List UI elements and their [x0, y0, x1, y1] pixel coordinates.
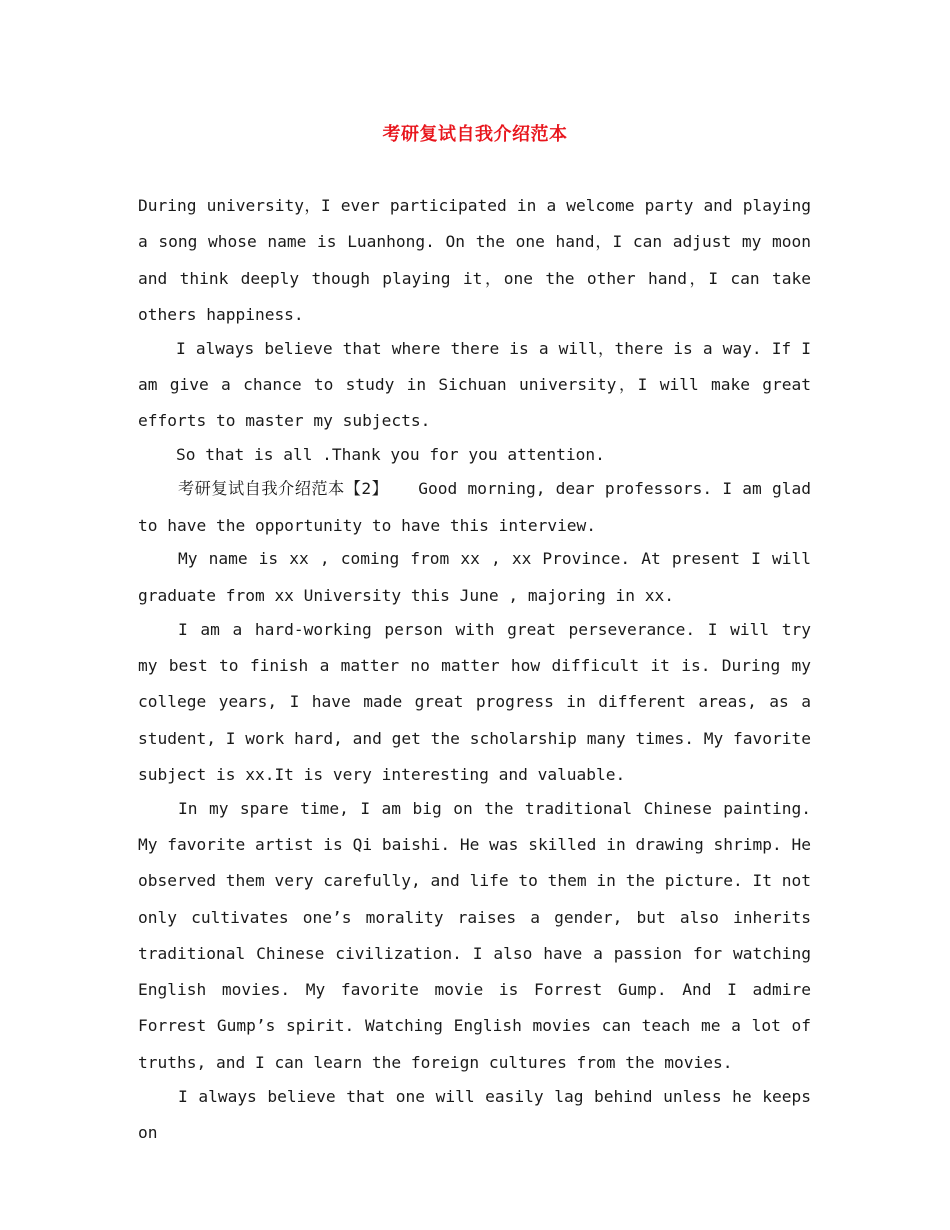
paragraph-name-origin: My name is xx , coming from xx , xx Province. At present I will graduate from xx University this June , majoring in xx.: [138, 549, 811, 605]
paragraph-keep-learning: I always believe that one will easily lag behind unless he keeps on: [138, 1086, 811, 1142]
paragraph-university-party: During university，I ever participated in a welcome party and playing a song whose name is Luanhong. On the one hand，I can adjust my moon and think deeply though playing it，one the other hand，I can take others happiness.: [138, 196, 811, 324]
paragraph-thanks: So that is all .Thank you for you attention.: [176, 445, 605, 465]
document-title: 考研复试自我介绍范本: [382, 124, 568, 145]
paragraph-hobbies: In my spare time, I am big on the traditional Chinese painting. My favorite artist is Qi baishi. He was skilled in drawing shrimp. He observed them very carefully, and life to them in the picture. It not only cultivates one’s morality raises a gender, but also inherits traditional Chinese civilization. I also have a passion for watching English movies. My favorite movie is Forrest Gump. And I admire Forrest Gump’s spirit. Watching English movies can teach me a lot of truths, and I can learn the foreign cultures from the movies.: [138, 798, 811, 1072]
section-2-heading: 考研复试自我介绍范本【2】: [178, 479, 389, 499]
paragraph-hard-working: I am a hard-working person with great perseverance. I will try my best to finish a matter no matter how difficult it is. During my college years, I have made great progress in different areas, as a student, I work hard, and get the scholarship many times. My favorite subject is xx.It is very interesting and valuable.: [138, 619, 811, 784]
section-2-greeting: Good morning, dear professors. I am glad to have the opportunity to have this interview.: [138, 479, 812, 535]
paragraph-will-way: I always believe that where there is a will，there is a way. If I am give a chance to study in Sichuan university，I will make great efforts to master my subjects.: [138, 338, 811, 431]
paragraph-section-2: [138, 471, 811, 544]
document-body: [138, 188, 811, 1149]
